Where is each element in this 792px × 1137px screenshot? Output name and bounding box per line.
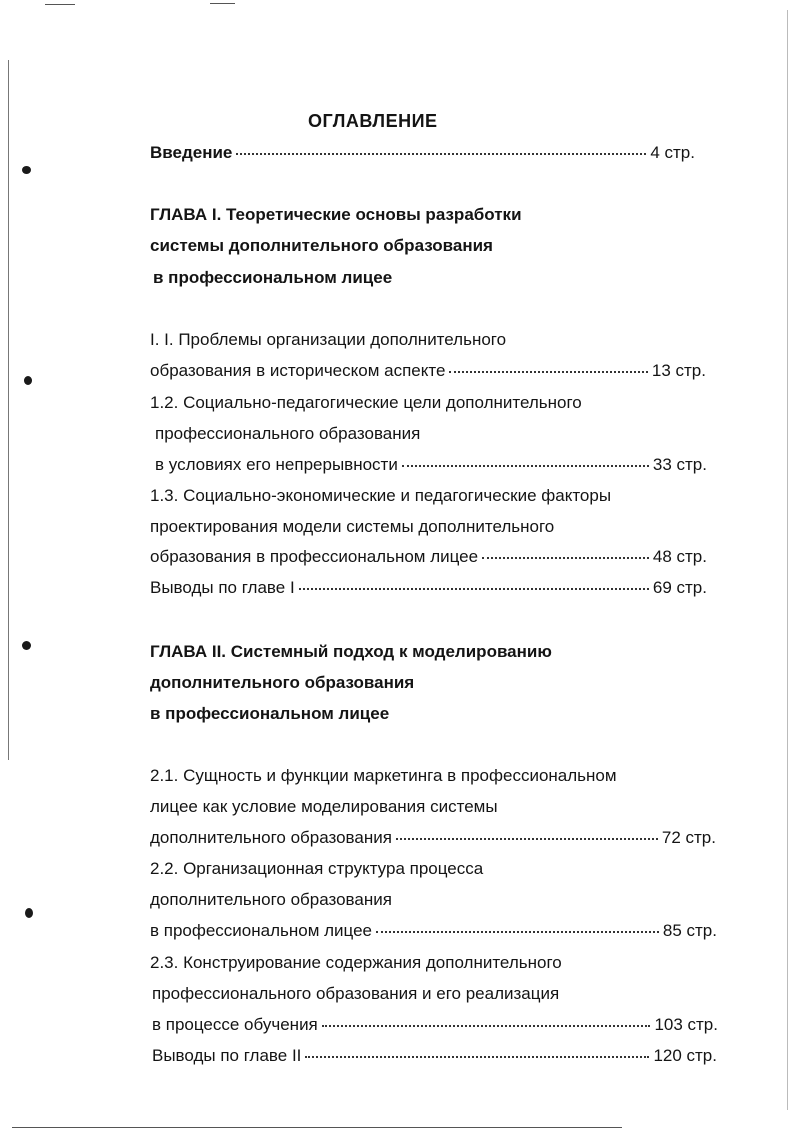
toc-entry-page: 103 стр. [654, 1015, 718, 1034]
section-1-2-entry [155, 455, 707, 475]
scan-left-edge-line [8, 60, 9, 760]
toc-title: ОГЛАВЛЕНИЕ [308, 111, 438, 131]
chapter-2-heading-line-1: ГЛАВА II. Системный подход к моделированию [150, 642, 552, 661]
dot-leader [402, 465, 649, 467]
chapter-2-heading-line-3: в профессиональном лицее [150, 704, 390, 723]
dot-leader [396, 838, 658, 840]
toc-entry-page: 13 стр. [651, 361, 706, 380]
dot-leader [482, 557, 649, 559]
chapter-2-heading-line-2: дополнительного образования [150, 673, 415, 692]
toc-entry-page: 72 стр. [661, 828, 716, 847]
chapter-2-conclusion-entry [152, 1046, 717, 1066]
section-1-1-entry [150, 361, 706, 381]
section-2-1-entry [150, 828, 716, 848]
section-1-2-line-1: 1.2. Социально-педагогические цели дополнительного [150, 393, 582, 412]
scan-spot-1 [22, 166, 31, 174]
dot-leader [449, 371, 647, 373]
toc-entry-label: Выводы по главе I [150, 578, 295, 597]
scan-spot-3 [22, 641, 31, 650]
section-1-3-line-2: проектирования модели системы дополнительного [150, 517, 555, 536]
dot-leader [299, 588, 649, 590]
toc-entry-page: 69 стр. [652, 578, 707, 597]
scan-right-edge-line [787, 10, 788, 1110]
toc-entry-page: 85 стр. [662, 921, 717, 940]
toc-entry-label: в профессиональном лицее [150, 921, 373, 940]
section-2-2-line-1: 2.2. Организационная структура процесса [150, 859, 484, 878]
dot-leader [376, 931, 659, 933]
toc-entry-page: 4 стр. [650, 143, 695, 162]
scan-bottom-edge-line [12, 1127, 622, 1128]
scan-top-edge-line [45, 4, 75, 5]
scan-top-edge-line-2 [210, 3, 235, 4]
section-2-1-line-1: 2.1. Сущность и функции маркетинга в профессиональном [150, 766, 617, 785]
section-2-3-line-1: 2.3. Конструирование содержания дополнительного [150, 953, 562, 972]
dot-leader [236, 153, 646, 155]
toc-entry-label: в процессе обучения [152, 1015, 318, 1034]
toc-entry-label: дополнительного образования [150, 828, 392, 847]
toc-entry-label: Введение [150, 143, 233, 162]
section-2-3-line-2: профессионального образования и его реализация [152, 984, 560, 1003]
chapter-1-heading-line-3: в профессиональном лицее [153, 268, 393, 287]
dot-leader [305, 1056, 649, 1058]
toc-entry-label: Выводы по главе II [152, 1046, 302, 1065]
toc-entry-label: образования в профессиональном лицее [150, 547, 479, 566]
scan-spot-2 [24, 376, 32, 385]
section-2-3-entry [152, 1015, 718, 1035]
dot-leader [322, 1025, 651, 1027]
chapter-1-heading-line-2: системы дополнительного образования [150, 236, 493, 255]
chapter-1-conclusion-entry [150, 578, 707, 598]
toc-entry-page: 33 стр. [652, 455, 707, 474]
toc-entry-label: в условиях его непрерывности [155, 455, 398, 474]
section-2-1-line-2: лицее как условие моделирования системы [150, 797, 498, 816]
section-1-3-entry [150, 547, 707, 567]
section-1-2-line-2: профессионального образования [155, 424, 421, 443]
chapter-1-heading-line-1: ГЛАВА I. Теоретические основы разработки [150, 205, 522, 224]
section-1-3-line-1: 1.3. Социально-экономические и педагогические факторы [150, 486, 612, 505]
toc-entry-page: 48 стр. [652, 547, 707, 566]
scan-spot-4 [25, 908, 33, 918]
toc-entry-page: 120 стр. [653, 1046, 717, 1065]
section-2-2-entry [150, 921, 717, 941]
toc-entry-intro [150, 143, 695, 163]
section-2-2-line-2: дополнительного образования [150, 890, 392, 909]
toc-entry-label: образования в историческом аспекте [150, 361, 446, 380]
section-1-1-line-1: I. I. Проблемы организации дополнительного [150, 330, 507, 349]
